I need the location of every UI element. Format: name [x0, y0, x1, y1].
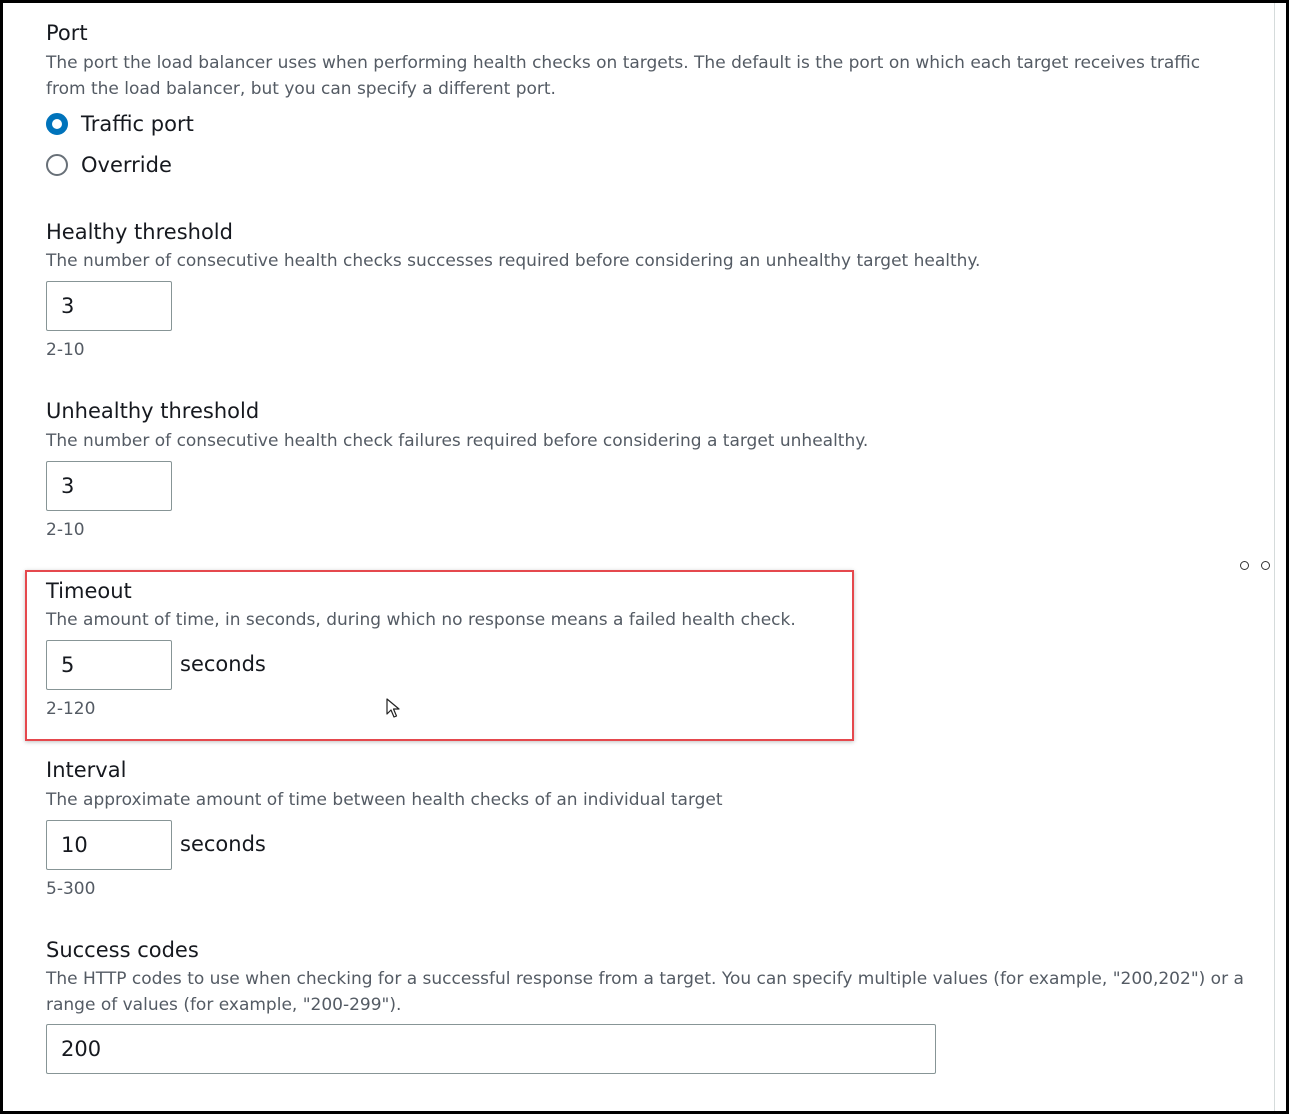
port-title: Port: [46, 21, 88, 45]
radio-unselected-icon[interactable]: [46, 154, 68, 176]
timeout-value: 5: [61, 653, 75, 677]
radio-label-override: Override: [81, 153, 172, 177]
unhealthy-threshold-input[interactable]: [46, 461, 172, 511]
interval-description: The approximate amount of time between health checks of an individual target: [46, 790, 723, 810]
timeout-constraint: 2-120: [46, 699, 96, 719]
unhealthy-threshold-description: The number of consecutive health check failures required before considering a target unhealthy.: [46, 431, 869, 451]
unhealthy-threshold-title: Unhealthy threshold: [46, 399, 260, 423]
timeout-title: Timeout: [46, 579, 132, 603]
timeout-description: The amount of time, in seconds, during which no response means a failed health check.: [46, 610, 796, 630]
radio-option-traffic-port[interactable]: [46, 112, 194, 136]
mouse-cursor-icon: [386, 698, 402, 720]
interval-title: Interval: [46, 758, 127, 782]
timeout-unit: seconds: [180, 652, 266, 676]
healthy-threshold-constraint: 2-10: [46, 340, 85, 360]
success-codes-value: 200: [61, 1037, 102, 1061]
success-codes-title: Success codes: [46, 938, 199, 962]
radio-label-traffic-port: Traffic port: [81, 112, 194, 136]
healthy-threshold-value: 3: [61, 294, 75, 318]
interval-input[interactable]: [46, 820, 172, 870]
success-codes-input[interactable]: [46, 1024, 936, 1074]
interval-unit: seconds: [180, 832, 266, 856]
radio-selected-icon[interactable]: [46, 113, 68, 135]
healthy-threshold-description: The number of consecutive health checks successes required before considering an unhealthy target healthy.: [46, 251, 981, 271]
interval-constraint: 5-300: [46, 879, 96, 899]
content-border: [1274, 3, 1275, 1111]
healthy-threshold-input[interactable]: [46, 281, 172, 331]
unhealthy-threshold-constraint: 2-10: [46, 520, 85, 540]
port-description: The port the load balancer uses when performing health checks on targets. The default is the port on which each target receives traffic from the load balancer, but you can specify a different port.: [46, 53, 1201, 99]
unhealthy-threshold-value: 3: [61, 474, 75, 498]
circle-icon: [1261, 561, 1270, 570]
interval-value: 10: [61, 833, 88, 857]
healthy-threshold-title: Healthy threshold: [46, 220, 233, 244]
timeout-input[interactable]: [46, 640, 172, 690]
circle-icon: [1240, 561, 1249, 570]
radio-option-override[interactable]: [46, 153, 172, 177]
success-codes-description: The HTTP codes to use when checking for a successful response from a target. You can specify multiple values (for example, "200,202") or a range of values (for example, "200-299").: [46, 969, 1244, 1015]
